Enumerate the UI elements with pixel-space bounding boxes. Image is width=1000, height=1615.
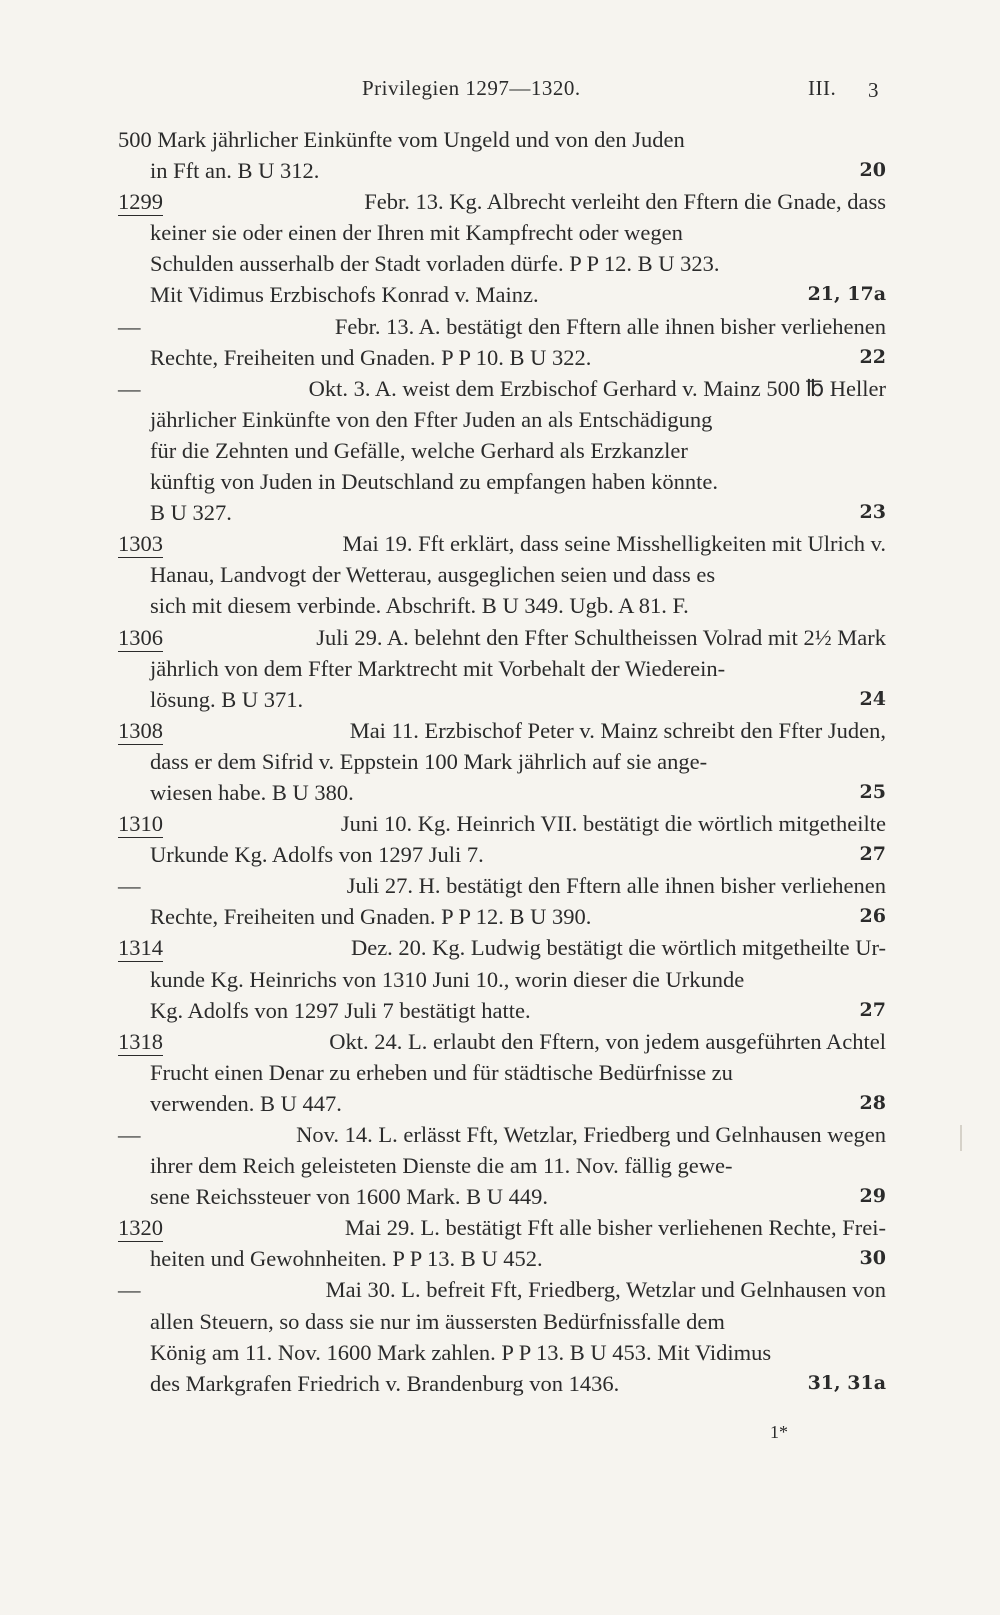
entry-text: jährlicher Einkünfte von den Ffter Juden an als Entschädigung [150,406,713,432]
entry-item [118,808,886,870]
document-number: 24 [859,687,886,710]
entry-text: in Fft an. B U 312. [150,158,320,184]
entry-line [118,964,886,995]
entry-line [118,1119,886,1150]
entry-line [118,497,886,528]
document-number: 25 [859,780,886,803]
entry-line [118,1212,886,1243]
entry-line [118,1088,886,1119]
entry-item [118,311,886,373]
entry-line [118,124,886,155]
entry-text: 500 Mark jährlicher Einkünfte vom Ungeld und von den Juden [118,127,685,152]
running-title: Privilegien 1297—1320. [362,76,581,100]
entry-text: dass er dem Sifrid v. Eppstein 100 Mark jährlich auf sie ange- [150,748,708,774]
document-number: 27 [859,843,886,866]
entry-year: 1306 [118,624,163,650]
entry-text: Nov. 14. L. erlässt Fft, Wetzlar, Friedberg und Gelnhausen wegen [296,1122,886,1147]
ditto-dash: — [118,1277,141,1303]
entry-text: Dez. 20. Kg. Ludwig bestätigt die wörtlich mitgetheilte Ur- [350,935,886,961]
entry-text: des Markgrafen Friedrich v. Brandenburg von 1436. [150,1370,620,1396]
signature-mark: 1* [770,1422,788,1442]
entry-line [118,870,886,901]
entry-line [118,746,886,777]
entry-line [118,435,886,466]
document-number: 31, 31a [807,1371,886,1394]
entry-text: ihrer dem Reich geleisteten Dienste die am 11. Nov. fällig gewe- [150,1153,733,1179]
entry-line [118,684,886,715]
entry-line [118,466,886,497]
page-header [0,72,1000,102]
entry-line [118,995,886,1026]
entry-line [118,311,886,342]
entry-text: Schulden ausserhalb der Stadt vorladen dürfe. P P 12. B U 323. [150,251,720,277]
entry-year: 1310 [118,811,163,837]
entry-line [118,186,886,217]
entry-line [118,559,886,590]
document-number: 20 [859,159,886,182]
entry-text: künftig von Juden in Deutschland zu empfangen haben könnte. [150,469,718,495]
entry-text: Mai 19. Fft erklärt, dass seine Misshelligkeiten mit Ulrich v. [342,531,886,557]
entry-text: verwenden. B U 447. [150,1090,342,1116]
document-number: 21, 17a [807,283,886,306]
entry-line [118,279,886,310]
entry-line [118,155,886,186]
entry-line [118,932,886,963]
show-through-mark [960,1125,962,1151]
document-number: 29 [859,1185,886,1208]
entry-item [118,715,886,808]
entry-text: Mai 29. L. bestätigt Fft alle bisher verliehenen Rechte, Frei- [344,1215,886,1241]
entry-line [118,808,886,839]
document-number: 28 [859,1091,886,1114]
entry-year: 1303 [118,531,163,557]
entry-line [118,715,886,746]
entry-year: 1314 [118,935,163,961]
entry-line [118,373,886,404]
entry-year: 1318 [118,1028,163,1054]
entry-item [118,870,886,932]
entry-line [118,1026,886,1057]
ditto-dash: — [118,1122,141,1147]
entry-line [118,839,886,870]
entry-text: Rechte, Freiheiten und Gnaden. P P 10. B U 322. [150,344,592,370]
entry-text: keiner sie oder einen der Ihren mit Kampfrecht oder wegen [150,220,683,246]
entry-text: Urkunde Kg. Adolfs von 1297 Juli 7. [150,842,484,868]
entry-text: Febr. 13. Kg. Albrecht verleiht den Fftern die Gnade, dass [364,189,886,215]
entry-text: Okt. 24. L. erlaubt den Fftern, von jedem ausgeführten Achtel [329,1028,886,1054]
entry-text: Mai 30. L. befreit Fft, Friedberg, Wetzlar und Gelnhausen von [325,1277,886,1303]
entry-item [118,124,886,186]
entry-year: 1308 [118,717,163,743]
entry-text: Mai 11. Erzbischof Peter v. Mainz schreibt den Ffter Juden, [349,717,886,743]
entry-year: 1320 [118,1215,163,1241]
entry-item [118,1119,886,1212]
entry-line [118,622,886,653]
entry-line [118,1243,886,1274]
entry-line [118,248,886,279]
entry-item [118,528,886,621]
entry-line [118,777,886,808]
entry-text: Hanau, Landvogt der Wetterau, ausgeglichen seien und dass es [150,562,716,588]
entry-text: Frucht einen Denar zu erheben und für städtische Bedürfnisse zu [150,1059,733,1085]
entry-item [118,186,886,310]
entry-item [118,1274,886,1398]
document-number: 30 [859,1247,886,1270]
entry-text: Rechte, Freiheiten und Gnaden. P P 12. B U 390. [150,904,592,930]
entry-text: Kg. Adolfs von 1297 Juli 7 bestätigt hatte. [150,997,531,1023]
entry-line [118,1306,886,1337]
entry-text: B U 327. [150,500,232,526]
entry-line [118,901,886,932]
entry-line [118,217,886,248]
entry-text: lösung. B U 371. [150,686,304,712]
entry-text: König am 11. Nov. 1600 Mark zahlen. P P 13. B U 453. Mit Vidimus [150,1339,772,1365]
entry-text: allen Steuern, so dass sie nur im äussersten Bedürfnissfalle dem [150,1308,725,1334]
entry-line [118,1057,886,1088]
entry-text: Mit Vidimus Erzbischofs Konrad v. Mainz. [150,282,539,308]
entry-line [118,528,886,559]
document-number: 26 [859,905,886,928]
document-number: 22 [859,345,886,368]
entry-line [118,653,886,684]
page-number: 3 [868,78,879,102]
entries-list [118,124,886,1399]
entry-text: Juli 27. H. bestätigt den Fftern alle ihnen bisher verliehenen [346,873,886,899]
entry-text: heiten und Gewohnheiten. P P 13. B U 452. [150,1246,543,1272]
entry-item [118,622,886,715]
entry-year: 1299 [118,189,163,215]
entry-item [118,1026,886,1119]
entry-text: Juli 29. A. belehnt den Ffter Schultheissen Volrad mit 2½ Mark [316,624,886,650]
entry-line [118,1337,886,1368]
entry-line [118,1150,886,1181]
entry-item [118,1212,886,1274]
entry-text: Okt. 3. A. weist dem Erzbischof Gerhard v. Mainz 500 ℔ Heller [308,375,886,401]
entry-text: wiesen habe. B U 380. [150,779,354,805]
ditto-dash: — [118,873,141,899]
entry-text: für die Zehnten und Gefälle, welche Gerhard als Erzkanzler [150,437,688,463]
entry-text: kunde Kg. Heinrichs von 1310 Juni 10., worin dieser die Urkunde [150,966,745,992]
entry-line [118,342,886,373]
entry-line [118,1368,886,1399]
entry-line [118,404,886,435]
entry-text: Febr. 13. A. bestätigt den Fftern alle ihnen bisher verliehenen [334,313,886,339]
ditto-dash: — [118,313,141,339]
entry-text: sene Reichssteuer von 1600 Mark. B U 449. [150,1184,549,1210]
entry-text: jährlich von dem Ffter Marktrecht mit Vorbehalt der Wiederein- [150,655,726,681]
entry-text: sich mit diesem verbinde. Abschrift. B U 349. Ugb. A 81. F. [150,593,689,619]
entry-text: Juni 10. Kg. Heinrich VII. bestätigt die wörtlich mitgetheilte [340,811,886,837]
entry-line [118,590,886,621]
document-number: 23 [859,501,886,524]
section-number: III. [808,76,837,100]
entry-item [118,373,886,528]
entry-line [118,1181,886,1212]
entry-item [118,932,886,1025]
document-number: 27 [859,998,886,1021]
entry-line [118,1274,886,1305]
ditto-dash: — [118,375,141,401]
